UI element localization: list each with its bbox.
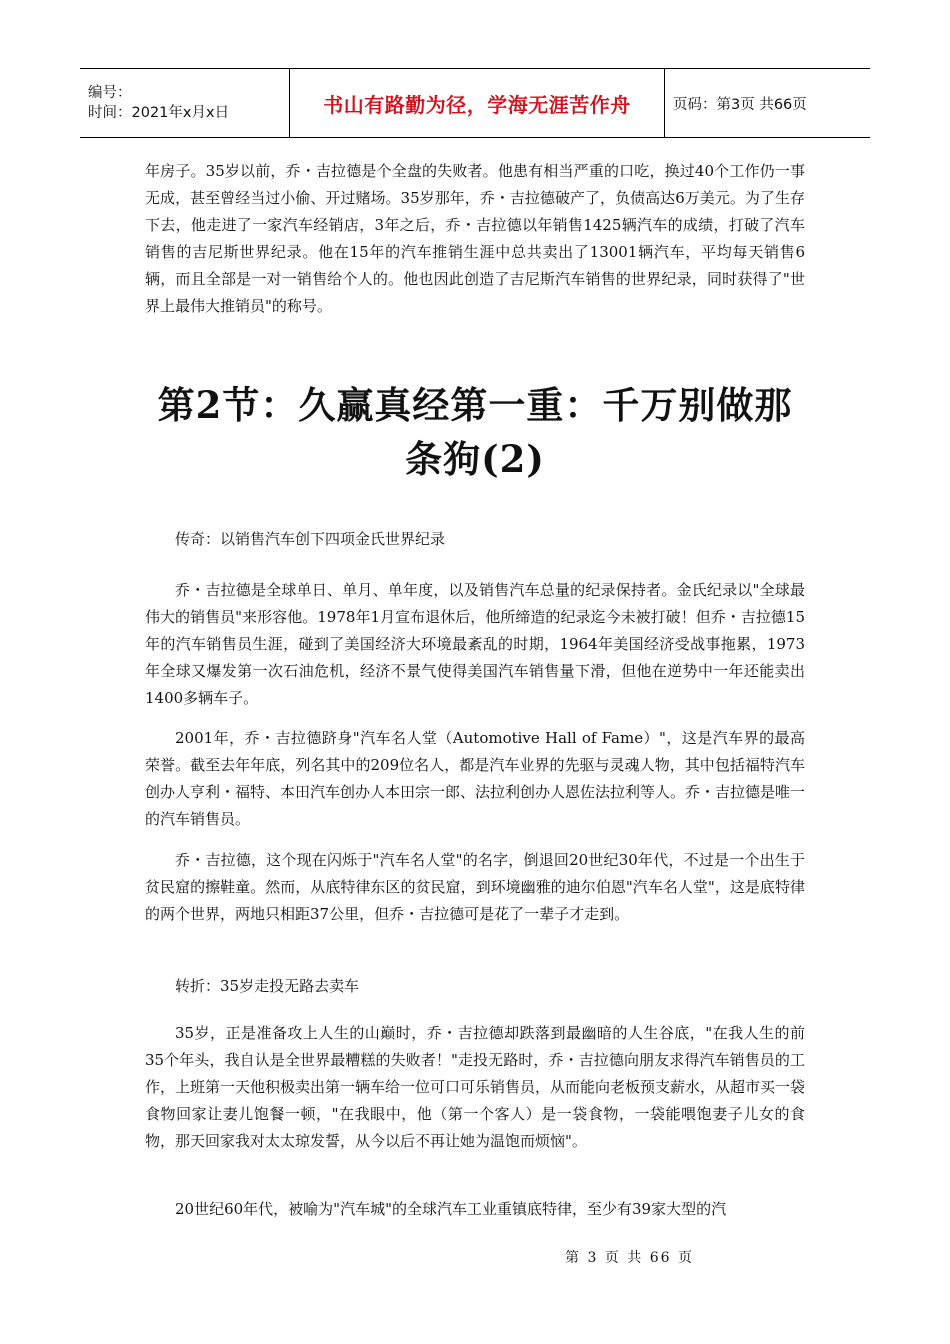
- page-info: 页码：第3页 共66页: [673, 96, 807, 113]
- motto: 书山有路勤为径，学海无涯苦作舟: [323, 92, 631, 117]
- page-header: [80, 68, 870, 138]
- paragraph: 2001年，乔・吉拉德跻身"汽车名人堂（Automotive Hall of Fame）"，这是汽车界的最高荣誉。截至去年年底，列名其中的209位名人，都是汽车业界的先驱与灵魂人物，其中包括福特汽车创办人亨利・福特、本田汽车创办人本田宗一郎、法拉利创办人恩佐法拉利等人。乔・吉拉德是唯一的汽车销售员。: [145, 729, 806, 828]
- paragraph: 乔・吉拉德，这个现在闪烁于"汽车名人堂"的名字，倒退回20世纪30年代，不过是一个出生于贫民窟的擦鞋童。然而，从底特律东区的贫民窟，到环境幽雅的迪尔伯恩"汽车名人堂"，这是底特律的两个世界，两地只相距37公里，但乔・吉拉德可是花了一辈子才走到。: [145, 851, 805, 923]
- paragraph-1-block: [145, 577, 805, 712]
- number-label: 编号：: [88, 85, 132, 101]
- header-meta: [80, 69, 289, 137]
- paragraph: 35岁，正是准备攻上人生的山巅时，乔・吉拉德却跌落到最幽暗的人生谷底，"在我人生的前35个年头，我自认是全世界最糟糕的失败者！"走投无路时，乔・吉拉德向朋友求得汽车销售员的工作，上班第一天他积极卖出第一辆车给一位可口可乐销售员，从而能向老板预支薪水，从超市买一袋食物回家让妻儿饱餐一顿，"在我眼中，他（第一个客人）是一袋食物，一袋能喂饱妻子儿女的食物，那天回家我对太太琼发誓，从今以后不再让她为温饱而烦恼"。: [145, 1024, 806, 1150]
- paragraph-2-block: [145, 725, 805, 833]
- section-title-line2: 条狗(2): [405, 437, 545, 481]
- paragraph-4-block: [145, 1020, 805, 1155]
- paragraph: 乔・吉拉德是全球单日、单月、单年度，以及销售汽车总量的纪录保持者。金氏纪录以"全球最伟大的销售员"来形容他。1978年1月宣布退休后，他所缔造的纪录迄今未被打破！但乔・吉拉德15年的汽车销售员生涯，碰到了美国经济大环境最紊乱的时期，1964年美国经济受战事拖累，1973年全球又爆发第一次石油危机，经济不景气使得美国汽车销售量下滑，但他在逆势中一年还能卖出1400多辆车子。: [145, 581, 805, 707]
- top-paragraph: 年房子。35岁以前，乔・吉拉德是个全盘的失败者。他患有相当严重的口吃，换过40个工作仍一事无成，甚至曾经当过小偷、开过赌场。35岁那年，乔・吉拉德破产了，负债高达6万美元。为了生存下去，他走进了一家汽车经销店，3年之后，乔・吉拉德以年销售1425辆汽车的成绩，打破了汽车销售的吉尼斯世界纪录。他在15年的汽车推销生涯中总共卖出了13001辆汽车，平均每天销售6辆，而且全部是一对一销售给个人的。他也因此创造了吉尼斯汽车销售的世界纪录，同时获得了"世界上最伟大推销员"的称号。: [145, 162, 805, 315]
- subheading: 传奇：以销售汽车创下四项金氏世界纪录: [175, 530, 446, 548]
- top-paragraph-block: [145, 158, 805, 320]
- header-page-info: [665, 69, 807, 137]
- paragraph-3-block: [145, 847, 805, 928]
- subheading-2-block: [145, 973, 805, 1000]
- paragraph: 20世纪60年代，被喻为"汽车城"的全球汽车工业重镇底特律，至少有39家大型的汽: [175, 1200, 727, 1218]
- page-footer: 第 3 页 共 66 页: [565, 1250, 694, 1266]
- time-label: 时间：2021年x月x日: [88, 105, 230, 121]
- section-title-line1: 第2节：久赢真经第一重：千万别做那: [157, 383, 793, 427]
- subheading-1-block: [145, 526, 805, 553]
- section-title: [100, 378, 850, 486]
- subheading: 转折：35岁走投无路去卖车: [175, 977, 360, 995]
- paragraph-5-block: [145, 1196, 805, 1223]
- header-motto-cell: [289, 69, 665, 137]
